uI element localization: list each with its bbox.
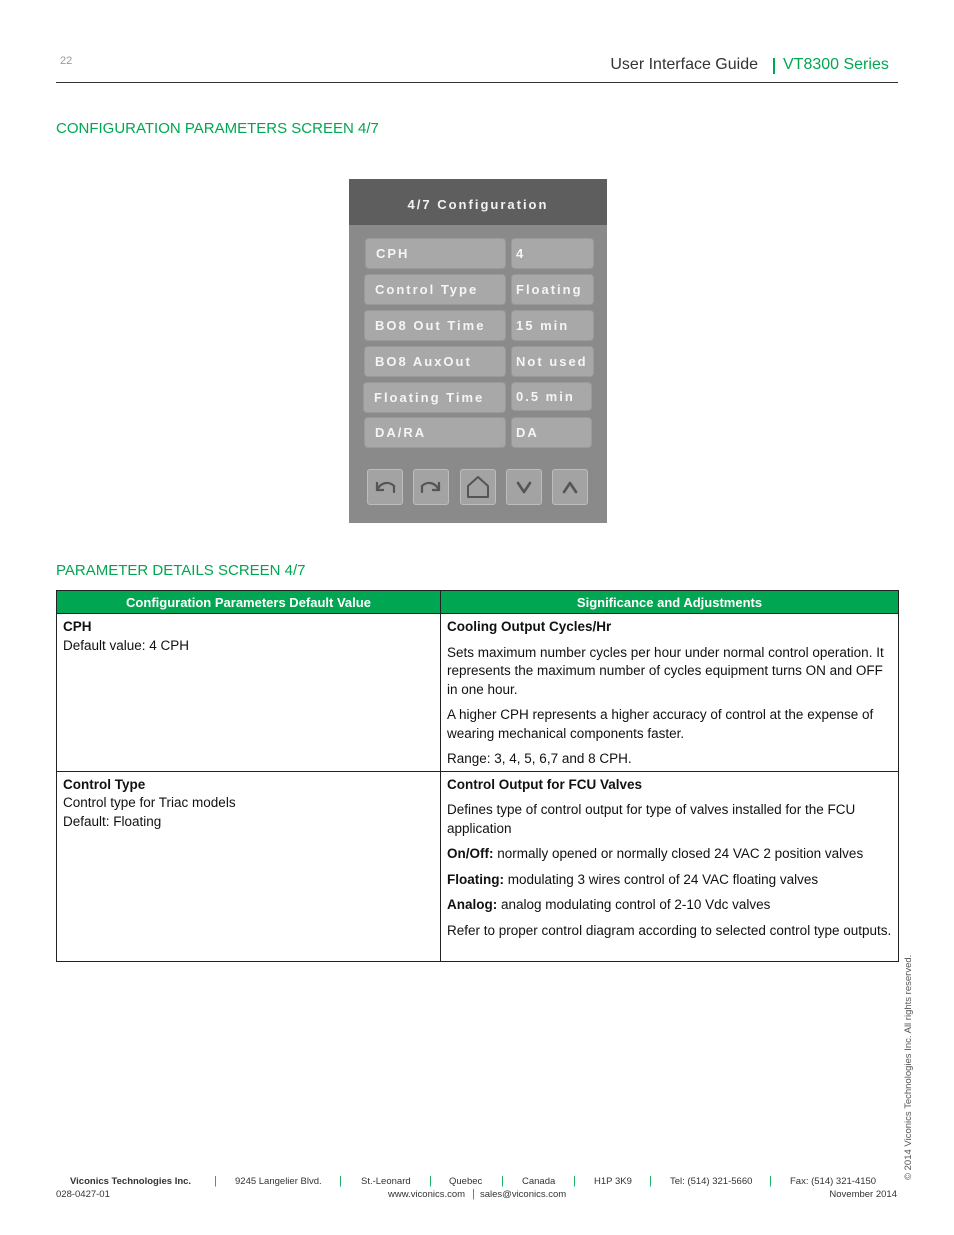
- param-description: Control type for Triac models: [63, 795, 236, 810]
- footer-separator: |: [214, 1175, 217, 1187]
- footer-website[interactable]: www.viconics.com: [388, 1189, 466, 1200]
- table-header-row: [57, 591, 899, 614]
- significance-paragraph: Sets maximum number cycles per hour under normal control operation. It represents the maximum number of cycles equipment turns ON and OFF in one hour.: [447, 644, 884, 697]
- up-button[interactable]: [552, 469, 588, 505]
- param-value-bo8-auxout[interactable]: Not used: [511, 346, 594, 377]
- significance-title: Control Output for FCU Valves: [447, 776, 643, 792]
- param-value-da-ra[interactable]: DA: [511, 417, 592, 448]
- param-value-bo8-out-time[interactable]: 15 min: [511, 310, 594, 341]
- param-label-bo8-out-time[interactable]: BO8 Out Time: [364, 310, 506, 341]
- header-divider: [773, 58, 775, 74]
- header-series-title: VT8300 Series: [783, 56, 889, 73]
- page-number: 22: [60, 55, 73, 67]
- footer-doc-number: 028-0427-01: [56, 1189, 110, 1200]
- next-icon: [418, 474, 444, 500]
- footer-separator: |: [649, 1175, 652, 1187]
- param-value-floating-time[interactable]: 0.5 min: [511, 382, 592, 411]
- significance-paragraph: A higher CPH represents a higher accuracy of control at the expense of wearing mechanical components faster.: [447, 707, 874, 741]
- details-section-title: PARAMETER DETAILS SCREEN 4/7: [56, 562, 306, 579]
- option-term: On/Off:: [447, 846, 494, 861]
- back-icon: [372, 474, 398, 500]
- footer-separator: |: [501, 1175, 504, 1187]
- next-button[interactable]: [413, 469, 449, 505]
- param-value-control-type[interactable]: Floating: [511, 274, 594, 305]
- param-cell: [57, 771, 441, 961]
- screen-title: 4/7 Configuration: [407, 197, 549, 212]
- footer-province: Quebec: [449, 1176, 483, 1187]
- param-default: Default: Floating: [63, 813, 162, 829]
- significance-title: Cooling Output Cycles/Hr: [447, 619, 612, 634]
- footer-tel: Tel: (514) 321-5660: [670, 1176, 753, 1187]
- param-label-control-type[interactable]: Control Type: [364, 274, 506, 305]
- param-label-floating-time[interactable]: Floating Time: [363, 382, 506, 413]
- option-floating: [447, 871, 892, 890]
- param-cell: [57, 614, 441, 772]
- table-header-parameter: Configuration Parameters Default Value: [57, 591, 441, 614]
- back-button[interactable]: [367, 469, 403, 505]
- parameter-details-table: [56, 590, 899, 962]
- home-button[interactable]: [460, 469, 496, 505]
- option-term: Analog:: [447, 897, 498, 912]
- significance-paragraph: Defines type of control output for type of valves installed for the FCU application: [447, 802, 856, 836]
- significance-paragraph: Refer to proper control diagram according to selected control type outputs.: [447, 922, 892, 938]
- table-row: [57, 771, 899, 961]
- param-label-da-ra[interactable]: DA/RA: [364, 417, 506, 448]
- footer-city: St.-Leonard: [361, 1176, 411, 1187]
- option-desc: analog modulating control of 2-10 Vdc valves: [497, 897, 771, 912]
- footer-country: Canada: [522, 1176, 556, 1187]
- table-row: [57, 614, 899, 772]
- param-label-cph[interactable]: CPH: [365, 238, 506, 269]
- chevron-down-icon: [511, 474, 537, 500]
- footer-separator: |: [472, 1188, 475, 1200]
- config-section-title: CONFIGURATION PARAMETERS SCREEN 4/7: [56, 120, 379, 137]
- footer-postal: H1P 3K9: [594, 1176, 632, 1187]
- down-button[interactable]: [506, 469, 542, 505]
- option-desc: modulating 3 wires control of 24 VAC floating valves: [504, 871, 819, 887]
- significance-cell: [441, 771, 899, 961]
- footer-company: Viconics Technologies Inc.: [70, 1176, 192, 1187]
- table-header-significance: Significance and Adjustments: [441, 591, 899, 614]
- footer-separator: |: [429, 1175, 432, 1187]
- footer-separator: |: [339, 1175, 342, 1187]
- footer-separator: |: [769, 1175, 772, 1187]
- option-analog: [447, 896, 892, 915]
- option-desc: normally opened or normally closed 24 VAC 2 position valves: [493, 846, 864, 861]
- header-guide-title: User Interface Guide: [610, 56, 758, 73]
- footer-separator: |: [573, 1175, 576, 1187]
- option-on-off: [447, 845, 892, 864]
- footer-date: November 2014: [829, 1189, 897, 1200]
- footer-address: 9245 Langelier Blvd.: [235, 1176, 322, 1187]
- param-value-cph[interactable]: 4: [511, 238, 594, 269]
- chevron-up-icon: [557, 474, 583, 500]
- home-icon: [465, 474, 491, 500]
- param-name: CPH: [63, 619, 92, 634]
- significance-cell: [441, 614, 899, 772]
- thermostat-screen: [349, 179, 607, 523]
- significance-paragraph: Range: 3, 4, 5, 6,7 and 8 CPH.: [447, 751, 632, 766]
- option-term: Floating:: [447, 871, 504, 887]
- param-default: Default value: 4 CPH: [63, 637, 190, 653]
- param-label-bo8-auxout[interactable]: BO8 AuxOut: [364, 346, 506, 377]
- footer-email[interactable]: sales@viconics.com: [480, 1189, 567, 1200]
- copyright-notice: © 2014 Viconics Technologies Inc. All rights reserved.: [903, 954, 914, 1180]
- header-rule: [56, 82, 898, 83]
- footer-fax: Fax: (514) 321-4150: [790, 1176, 877, 1187]
- param-name: Control Type: [63, 776, 146, 792]
